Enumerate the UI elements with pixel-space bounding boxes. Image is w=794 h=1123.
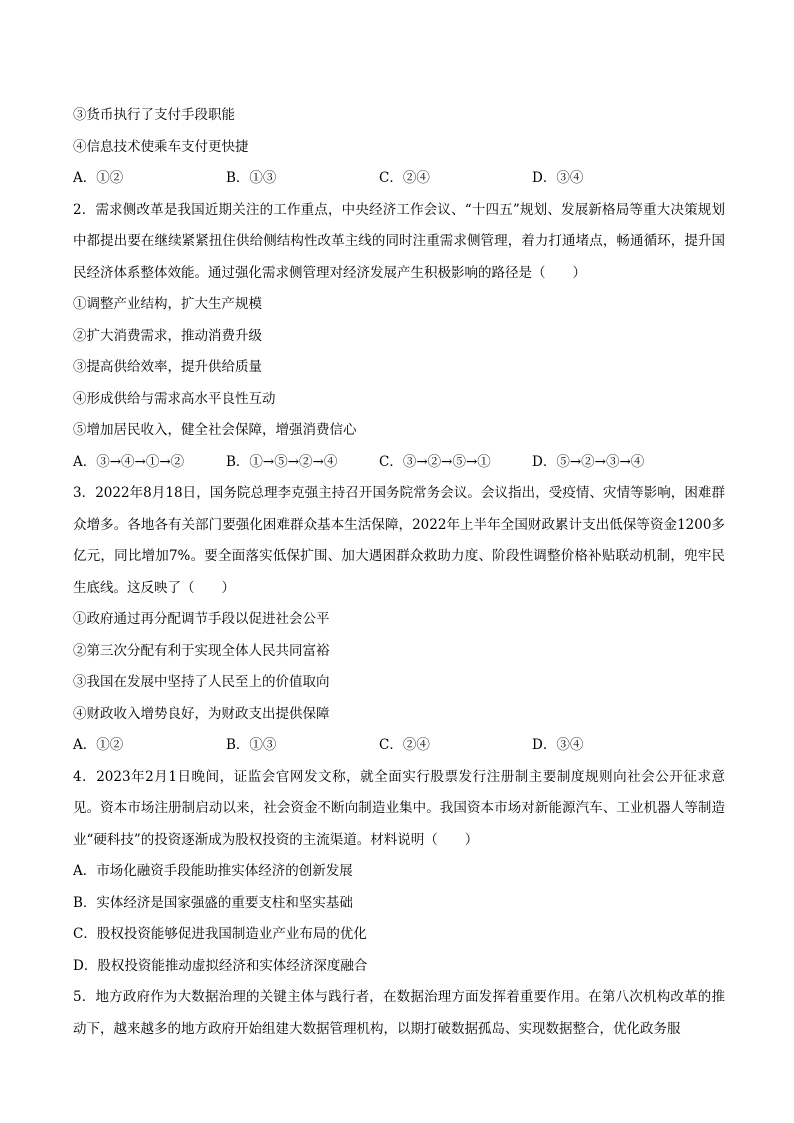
choice-a: A．①② — [73, 170, 124, 186]
question-3-stem: 3．2022年8月18日，国务院总理李克强主持召开国务院常务会议。会议指出，受疫情、灾情等影响，困难群众增多。各地各有关部门要强化困难群众基本生活保障，2022年上半年全国财政累计支出低保等资金1200多亿元，同比增加7%。要全面落实低保扩围、加大遇困群众救助力度、阶段性调整价格补贴联动机制，兜牢民生底线。这反映了（ ） — [73, 485, 725, 596]
answer-choices-q3 — [73, 730, 725, 762]
option-statement-3: ③货币执行了支付手段职能 — [73, 107, 235, 123]
q3-statement-2: ②第三次分配有利于实现全体人民共同富裕 — [73, 642, 330, 659]
q4-choice-d: D．股权投资能推动虚拟经济和实体经济深度融合 — [73, 957, 368, 974]
question-5-stem: 5．地方政府作为大数据治理的关键主体与践行者，在数据治理方面发挥着重要作用。在第八次机构改革的推动下，越来越多的地方政府开始组建大数据管理机构，以期打破数据孤岛、实现数据整合，优化政务服 — [73, 989, 725, 1037]
choice-d: D．③④ — [532, 737, 584, 753]
choice-d: D．⑤→②→③→④ — [532, 453, 645, 470]
q2-statement-1: ①调整产业结构，扩大生产规模 — [73, 296, 262, 312]
q2-statement-4: ④形成供给与需求高水平良性互动 — [73, 390, 276, 407]
choice-c: C．③→②→⑤→① — [379, 453, 491, 470]
q2-statement-5: ⑤增加居民收入，健全社会保障，增强消费信心 — [73, 422, 357, 438]
question-4-stem: 4．2023年2月1日晚间，证监会官网发文称，就全面实行股票发行注册制主要制度规则向社会公开征求意见。资本市场注册制启动以来，社会资金不断向制造业集中。我国资本市场对新能源汽车、工业机器人等制造业“硬科技”的投资逐渐成为股权投资的主流渠道。材料说明（ ） — [73, 768, 725, 848]
question-2-stem: 2．需求侧改革是我国近期关注的工作重点，中央经济工作会议、“十四五”规划、发展新格局等重大决策规划中都提出要在继续紧紧扭住供给侧结构性改革主线的同时注重需求侧管理，着力打通堵点，畅通循环，提升国民经济体系整体效能。通过强化需求侧管理对经济发展产生积极影响的路径是（ ） — [73, 201, 725, 281]
answer-choices-q2 — [73, 447, 725, 479]
option-statement-4: ④信息技术使乘车支付更快捷 — [73, 138, 249, 155]
q4-choice-b: B．实体经济是国家强盛的重要支柱和坚实基础 — [73, 894, 353, 911]
q4-choice-c: C．股权投资能够促进我国制造业产业布局的优化 — [73, 926, 367, 942]
q2-statement-3: ③提高供给效率，提升供给质量 — [73, 359, 262, 375]
choice-b: B．①③ — [226, 170, 277, 186]
choice-c: C．②④ — [379, 737, 430, 753]
choice-a: A．①② — [73, 737, 124, 753]
choice-c: C．②④ — [379, 170, 430, 186]
q3-statement-4: ④财政收入增势良好，为财政支出提供保障 — [73, 705, 330, 722]
choice-d: D．③④ — [532, 170, 584, 186]
choice-a: A．③→④→①→② — [73, 453, 185, 470]
q3-statement-3: ③我国在发展中坚持了人民至上的价值取向 — [73, 674, 330, 690]
q3-statement-1: ①政府通过再分配调节手段以促进社会公平 — [73, 611, 330, 627]
q2-statement-2: ②扩大消费需求，推动消费升级 — [73, 327, 262, 344]
choice-b: B．①③ — [226, 737, 277, 753]
choice-b: B．①→⑤→②→④ — [226, 453, 338, 470]
question-content — [73, 100, 725, 1045]
answer-choices-q1 — [73, 163, 725, 195]
q4-choice-a: A．市场化融资手段能助推实体经济的创新发展 — [73, 863, 353, 879]
